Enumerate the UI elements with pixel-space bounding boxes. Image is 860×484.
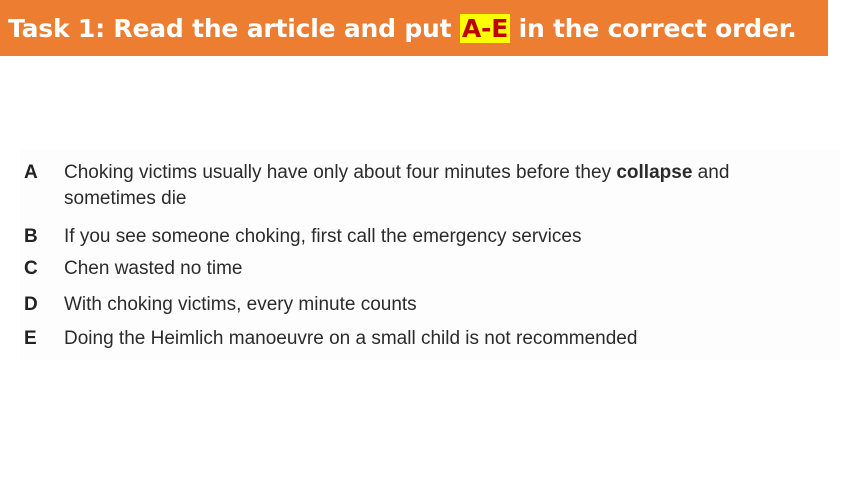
title-text-after: in the correct order. bbox=[510, 13, 797, 43]
option-bold-word: collapse bbox=[616, 162, 693, 183]
slide-title bbox=[8, 14, 797, 43]
title-bar bbox=[0, 0, 828, 56]
option-text: Chen wasted no time bbox=[64, 258, 243, 279]
option-letter: E bbox=[24, 328, 37, 349]
option-a bbox=[20, 160, 824, 212]
options-list bbox=[20, 150, 840, 360]
option-text-part: Choking victims usually have only about four minutes before they bbox=[64, 162, 617, 183]
option-c bbox=[20, 256, 824, 282]
option-letter: D bbox=[24, 294, 38, 315]
option-letter: B bbox=[24, 226, 38, 247]
option-e bbox=[20, 326, 824, 352]
option-b bbox=[20, 224, 824, 250]
option-text bbox=[64, 160, 824, 212]
title-text-before: Task 1: Read the article and put bbox=[8, 13, 460, 43]
option-text: If you see someone choking, first call the emergency services bbox=[64, 226, 582, 247]
option-text: With choking victims, every minute counts bbox=[64, 294, 417, 315]
title-highlight: A-E bbox=[461, 13, 509, 43]
option-text-part: and sometimes die bbox=[64, 162, 730, 209]
option-text: Doing the Heimlich manoeuvre on a small child is not recommended bbox=[64, 328, 638, 349]
option-d bbox=[20, 292, 824, 318]
option-letter: A bbox=[24, 162, 38, 183]
option-letter: C bbox=[24, 258, 38, 279]
